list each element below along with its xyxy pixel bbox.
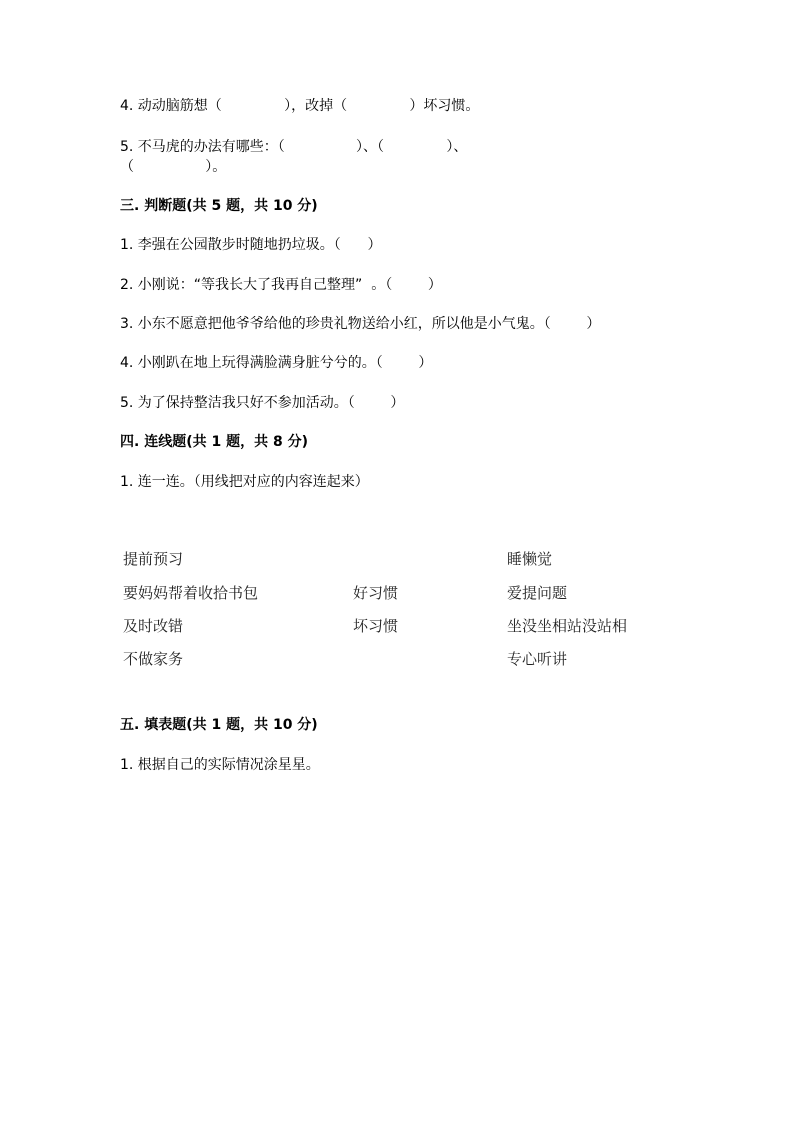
judge-question-4: 4. 小刚趴在地上玩得满脸满身脏兮兮的。（ ） — [120, 355, 433, 371]
match-left-item-2: 要妈妈帮着收拾书包 — [123, 584, 259, 602]
match-right-item-1: 睡懒觉 — [507, 550, 553, 568]
section-3-heading: 三. 判断题(共 5 题，共 10 分) — [120, 198, 318, 214]
matching-question: 1. 连一连。（用线把对应的内容连起来） — [120, 474, 369, 490]
section-4-heading: 四. 连线题(共 1 题，共 8 分) — [120, 434, 308, 450]
match-right-item-3: 坐没坐相站没站相 — [507, 617, 628, 635]
judge-question-1: 1. 李强在公园散步时随地扔垃圾。（ ） — [120, 237, 382, 253]
judge-question-3: 3. 小东不愿意把他爷爷给他的珍贵礼物送给小红，所以他是小气鬼。（ ） — [120, 316, 601, 332]
match-right-item-2: 爱提问题 — [507, 584, 568, 602]
question-4-fill-blank: 4. 动动脑筋想（ ），改掉（ ）坏习惯。 — [120, 98, 480, 114]
match-left-item-4: 不做家务 — [123, 650, 184, 668]
judge-question-2: 2. 小刚说：“等我长大了我再自己整理” 。（ ） — [120, 277, 442, 293]
match-middle-item-2: 坏习惯 — [353, 617, 399, 635]
question-5-fill-blank-line2: （ ）。 — [120, 159, 227, 175]
section-5-heading: 五. 填表题(共 1 题，共 10 分) — [120, 717, 318, 733]
match-middle-item-1: 好习惯 — [353, 584, 399, 602]
question-5-fill-blank-line1: 5. 不马虎的办法有哪些：（ ）、（ ）、 — [120, 139, 468, 155]
judge-question-5: 5. 为了保持整洁我只好不参加活动。（ ） — [120, 395, 405, 411]
match-right-item-4: 专心听讲 — [507, 650, 568, 668]
table-fill-question: 1. 根据自己的实际情况涂星星。 — [120, 757, 320, 773]
match-left-item-1: 提前预习 — [123, 550, 184, 568]
match-left-item-3: 及时改错 — [123, 617, 184, 635]
